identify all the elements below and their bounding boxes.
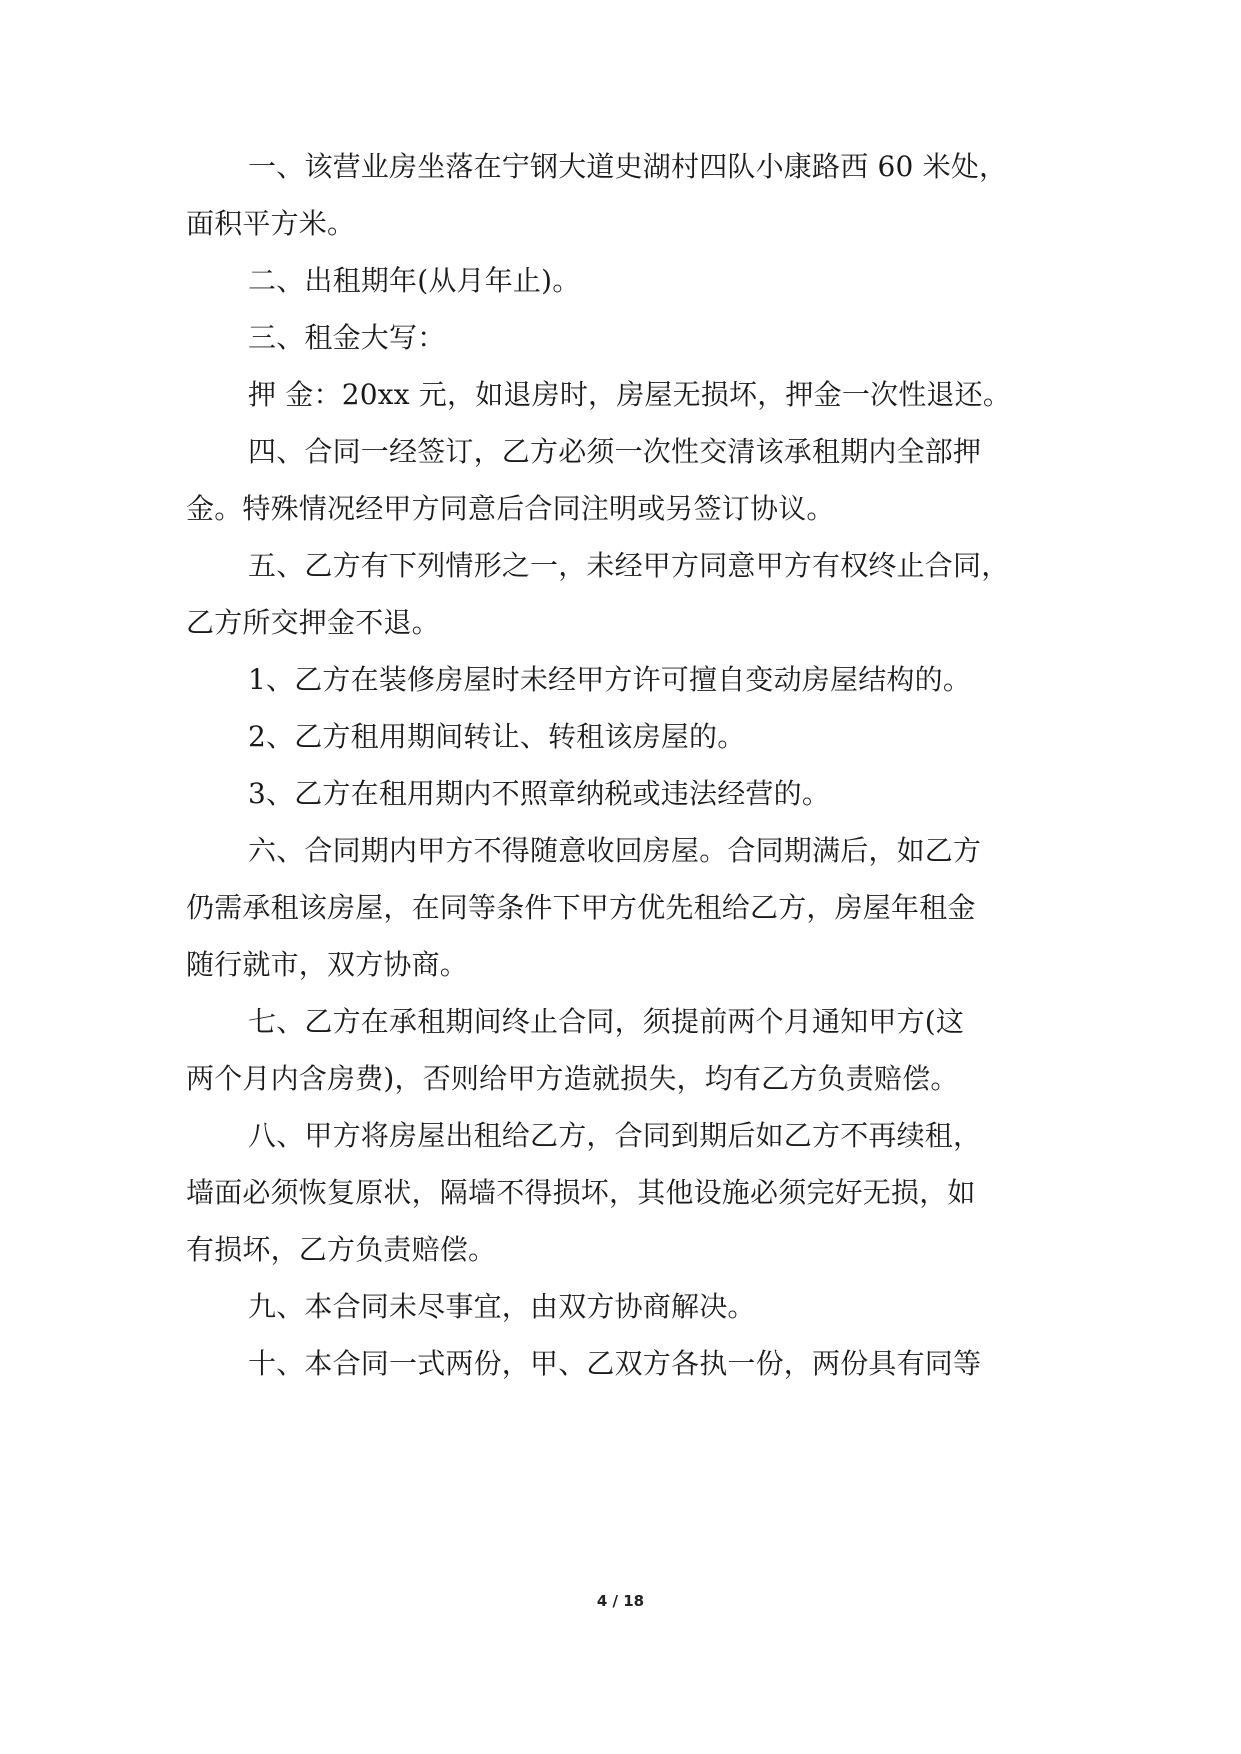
clause-4-line-2: 金。特殊情况经甲方同意后合同注明或另签订协议。 xyxy=(186,492,835,525)
clause-2-line: 二、出租期年(从月年止)。 xyxy=(248,264,581,297)
clause-5-item-1: 1、乙方在装修房屋时未经甲方许可擅自变动房屋结构的。 xyxy=(248,663,972,696)
clause-5-item-2: 2、乙方租用期间转让、转租该房屋的。 xyxy=(248,720,746,753)
clause-6-line-2: 仍需承租该房屋，在同等条件下甲方优先租给乙方，房屋年租金 xyxy=(186,891,976,924)
clause-7-line-1: 七、乙方在承租期间终止合同，须提前两个月通知甲方(这 xyxy=(248,1005,965,1038)
clause-5-line-1: 五、乙方有下列情形之一，未经甲方同意甲方有权终止合同， xyxy=(248,549,1010,582)
clause-5-item-3: 3、乙方在租用期内不照章纳税或违法经营的。 xyxy=(248,777,831,810)
clause-6-line-3: 随行就市，双方协商。 xyxy=(186,948,469,981)
clause-7-line-2: 两个月内含房费)，否则给甲方造就损失，均有乙方负责赔偿。 xyxy=(186,1062,959,1095)
page-number: 4 / 18 xyxy=(596,1592,645,1610)
clause-6-line-1: 六、合同期内甲方不得随意收回房屋。合同期满后，如乙方 xyxy=(248,834,982,867)
clause-8-line-2: 墙面必须恢复原状，隔墙不得损坏，其他设施必须完好无损，如 xyxy=(186,1176,976,1209)
clause-9-line: 九、本合同未尽事宜，由双方协商解决。 xyxy=(248,1290,756,1323)
clause-8-line-3: 有损坏，乙方负责赔偿。 xyxy=(186,1233,497,1266)
clause-1-line-2: 面积平方米。 xyxy=(186,207,356,240)
clause-4-line-1: 四、合同一经签订，乙方必须一次性交清该承租期内全部押 xyxy=(248,435,982,468)
clause-3-line: 三、租金大写： xyxy=(248,321,446,354)
clause-10-line-1: 十、本合同一式两份，甲、乙双方各执一份，两份具有同等 xyxy=(248,1347,982,1380)
deposit-line: 押 金：20xx 元，如退房时，房屋无损坏，押金一次性退还。 xyxy=(248,378,1012,411)
clause-8-line-1: 八、甲方将房屋出租给乙方，合同到期后如乙方不再续租， xyxy=(248,1119,982,1152)
clause-1-line-1: 一、该营业房坐落在宁钢大道史湖村四队小康路西 60 米处， xyxy=(248,150,1008,183)
clause-5-line-2: 乙方所交押金不退。 xyxy=(186,606,440,639)
